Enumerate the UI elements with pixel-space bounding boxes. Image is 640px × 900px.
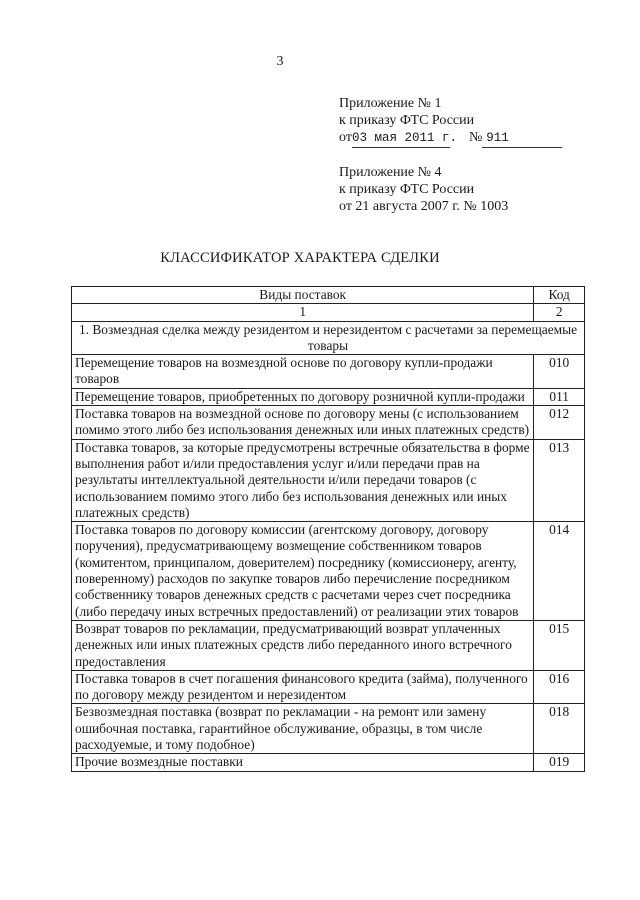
supply-kind-cell: Поставка товаров по договору комиссии (агентскому договору, договору поручения), предусматривающему возмещение собственником товаров (комитентом, принципалом, доверителем) посреднику (комиссионеру, агенту, поверенному) расходов по закупке товаров либо перечисление посредником собственнику товаров денежных средств с расчетами через счет посредника (либо передачу иных встречных предоставлений) от реализации этих товаров: [72, 522, 534, 621]
code-cell: 016: [534, 670, 585, 704]
appendix-1-title: Приложение № 1: [339, 96, 442, 111]
table-row: [72, 439, 585, 521]
supply-kind-cell: Поставка товаров в счет погашения финансового кредита (займа), полученного по договору между резидентом и нерезидентом: [72, 670, 534, 704]
appendix-1-date-line: [339, 129, 562, 148]
appendix-4-header: [339, 164, 508, 215]
number-prefix: №: [468, 130, 483, 145]
column-header-kinds: Виды поставок: [72, 287, 534, 304]
table-row: [72, 388, 585, 405]
code-cell: 018: [534, 704, 585, 754]
supply-kind-cell: Возврат товаров по рекламации, предусматривающий возврат уплаченных денежных или иных платежных средств либо переданного иного встречного предоставления: [72, 620, 534, 670]
appendix-1-header: [339, 95, 562, 148]
table-row: [72, 704, 585, 754]
classifier-table: [71, 286, 585, 772]
supply-kind-cell: Перемещение товаров, приобретенных по договору розничной купли-продажи: [72, 388, 534, 405]
table-row: [72, 670, 585, 704]
column-number-1: 1: [72, 304, 534, 321]
supply-kind-cell: Безвозмездная поставка (возврат по рекламации - на ремонт или замену ошибочная поставка, гарантийное обслуживание, образцы, в том числе расходуемые, и тому подобное): [72, 704, 534, 754]
code-cell: 014: [534, 522, 585, 621]
code-cell: 019: [534, 754, 585, 771]
date-prefix: от: [339, 130, 352, 145]
appendix-4-order: к приказу ФТС России: [339, 182, 475, 197]
supply-kind-cell: Поставка товаров, за которые предусмотрены встречные обязательства в форме выполнения работ и/или предоставления услуг и/или передачи прав на результаты интеллектуальной деятельности и/или передачи товаров (с использованием помимо этого либо без использования денежных или иных платежных средств): [72, 439, 534, 521]
page-number: 3: [276, 54, 284, 69]
table-row: [72, 522, 585, 621]
table-row: [72, 406, 585, 440]
appendix-4-date-number: от 21 августа 2007 г. № 1003: [339, 199, 509, 214]
table-row: [72, 620, 585, 670]
table-row: [72, 754, 585, 771]
code-cell: 013: [534, 439, 585, 521]
appendix-4-title: Приложение № 4: [339, 165, 442, 180]
table-header-row: [72, 287, 585, 304]
code-cell: 012: [534, 406, 585, 440]
table-row: [72, 355, 585, 389]
code-cell: 015: [534, 620, 585, 670]
supply-kind-cell: Поставка товаров на возмездной основе по договору мены (с использованием помимо этого либо без использования денежных или иных платежных средств): [72, 406, 534, 440]
supply-kind-cell: Перемещение товаров на возмездной основе по договору купли-продажи товаров: [72, 355, 534, 389]
code-cell: 010: [534, 355, 585, 389]
column-number-2: 2: [534, 304, 585, 321]
appendix-1-order: к приказу ФТС России: [339, 113, 475, 128]
column-numbers-row: [72, 304, 585, 321]
order-number-field: 911: [482, 130, 562, 148]
supply-kind-cell: Прочие возмездные поставки: [72, 754, 534, 771]
document-title: КЛАССИФИКАТОР ХАРАКТЕРА СДЕЛКИ: [160, 250, 440, 266]
column-header-code: Код: [534, 287, 585, 304]
code-cell: 011: [534, 388, 585, 405]
section-row: [72, 321, 585, 355]
order-date-field: 03 мая 2011 г.: [352, 130, 450, 148]
section-heading: 1. Возмездная сделка между резидентом и нерезидентом с расчетами за перемещаемые товары: [72, 321, 585, 355]
